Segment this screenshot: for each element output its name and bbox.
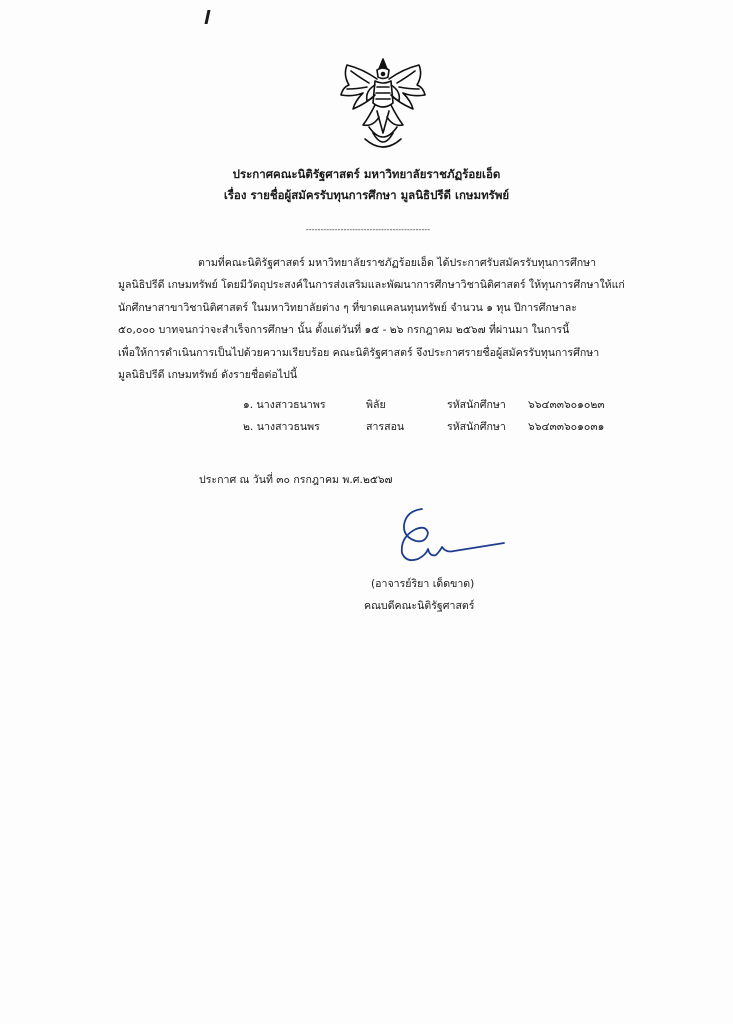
body-line: นักศึกษาสาขาวิชานิติศาสตร์ ในมหาวิทยาลัยต่าง ๆ ที่ขาดแคลนทุนทรัพย์ จำนวน ๑ ทุน ปีการศึกษาละ <box>118 301 577 314</box>
header-subject: เรื่อง รายชื่อผู้สมัครรับทุนการศึกษา มูลนิธิปรีดี เกษมทรัพย์ <box>223 188 510 202</box>
header-title: ประกาศคณะนิติรัฐศาสตร์ มหาวิทยาลัยราชภัฏร้อยเอ็ด <box>232 167 501 181</box>
applicant-first-name: ๑. นางสาวธนาพร <box>243 398 326 411</box>
body-line: มูลนิธิปรีดี เกษมทรัพย์ โดยมีวัตถุประสงค์ในการส่งเสริมและพัฒนาการศึกษาวิชานิติศาสตร์ ให้ทุนการศึกษาให้แก่ <box>118 279 625 292</box>
scan-mark <box>205 10 211 24</box>
student-id-label: รหัสนักศึกษา <box>447 420 506 433</box>
signer-block <box>364 573 475 617</box>
applicant-row <box>243 393 653 415</box>
body-line: มูลนิธิปรีดี เกษมทรัพย์ ดังรายชื่อต่อไปนี้ <box>118 369 298 382</box>
body-line: เพื่อให้การดำเนินการเป็นไปด้วยความเรียบร้อย คณะนิติรัฐศาสตร์ จึงประกาศรายชื่อผู้สมัครรับทุนการศึกษา <box>118 346 600 359</box>
applicant-first-name: ๒. นางสาวธนพร <box>243 420 320 433</box>
header-divider: ------------------------------------------- <box>305 225 431 234</box>
applicant-last-name: สารสอน <box>366 420 405 433</box>
signer-name: (อาจารย์ริยา เด็ดขาด) <box>371 578 475 590</box>
announcement-header <box>0 164 733 206</box>
student-id: ๖๖๔๓๓๖๐๑๐๓๑ <box>528 420 605 433</box>
applicant-list <box>243 393 653 437</box>
student-id: ๖๖๔๓๓๖๐๑๐๒๓ <box>528 398 605 411</box>
garuda-emblem-icon <box>333 55 433 155</box>
announcement-date: ประกาศ ณ วันที่ ๓๐ กรกฎาคม พ.ศ.๒๕๖๗ <box>199 474 393 486</box>
body-line: ตามที่คณะนิติรัฐศาสตร์ มหาวิทยาลัยราชภัฏร้อยเอ็ด ได้ประกาศรับสมัครรับทุนการศึกษา <box>198 257 597 269</box>
signer-position: คณบดีคณะนิติรัฐศาสตร์ <box>364 600 475 612</box>
student-id-label: รหัสนักศึกษา <box>447 398 506 411</box>
signature-icon <box>392 505 507 567</box>
announcement-body <box>118 252 653 386</box>
applicant-last-name: พิลัย <box>366 398 386 411</box>
body-line: ๕๐,๐๐๐ บาทจนกว่าจะสำเร็จการศึกษา นั้น ตั้งแต่วันที่ ๑๕ - ๒๖ กรกฎาคม ๒๕๖๗ ที่ผ่านมา ในการนี้ <box>118 324 570 337</box>
applicant-row <box>243 415 653 437</box>
